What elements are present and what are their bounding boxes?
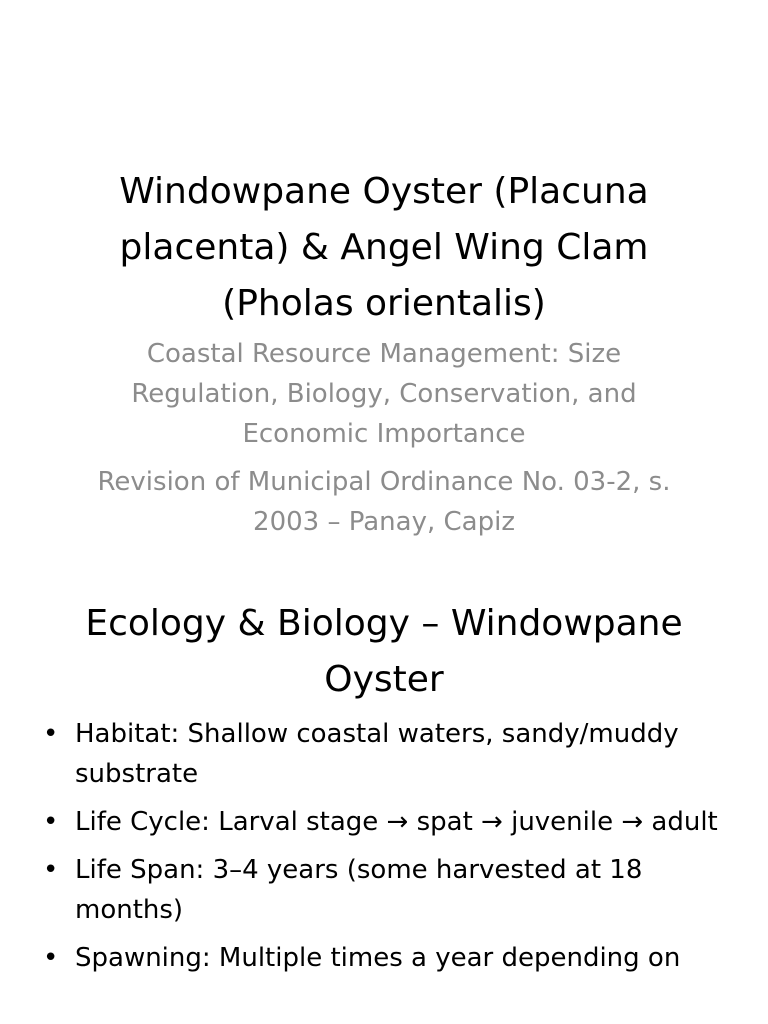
bullet-list bbox=[40, 714, 730, 986]
bullet-marker: • bbox=[43, 943, 59, 973]
bullet-marker: • bbox=[43, 855, 59, 885]
bullet-text: Habitat: Shallow coastal waters, sandy/muddy substrate bbox=[75, 719, 679, 789]
subtitle-topic: Coastal Resource Management: Size Regulation, Biology, Conservation, and Economic Importance bbox=[131, 339, 637, 449]
bullet-text: Spawning: Multiple times a year depending on bbox=[75, 943, 681, 973]
subtitle-ordinance: Revision of Municipal Ordinance No. 03-2, s. 2003 – Panay, Capiz bbox=[97, 467, 671, 537]
bullet-text: Life Cycle: Larval stage → spat → juvenile → adult bbox=[75, 807, 718, 837]
bullet-marker: • bbox=[43, 807, 59, 837]
subtitle-block bbox=[84, 334, 684, 550]
slide-title: Windowpane Oyster (Placuna placenta) & Angel Wing Clam (Pholas orientalis) bbox=[119, 171, 649, 324]
section-heading: Ecology & Biology – Windowpane Oyster bbox=[85, 603, 683, 700]
bullet-item-habitat bbox=[40, 714, 730, 794]
bullet-item-spawning bbox=[40, 938, 730, 978]
bullet-item-life-span bbox=[40, 850, 730, 930]
bullet-item-life-cycle bbox=[40, 802, 730, 842]
bullet-text: Life Span: 3–4 years (some harvested at 18 months) bbox=[75, 855, 643, 925]
content-slide bbox=[0, 576, 768, 1024]
bullet-marker: • bbox=[43, 719, 59, 749]
